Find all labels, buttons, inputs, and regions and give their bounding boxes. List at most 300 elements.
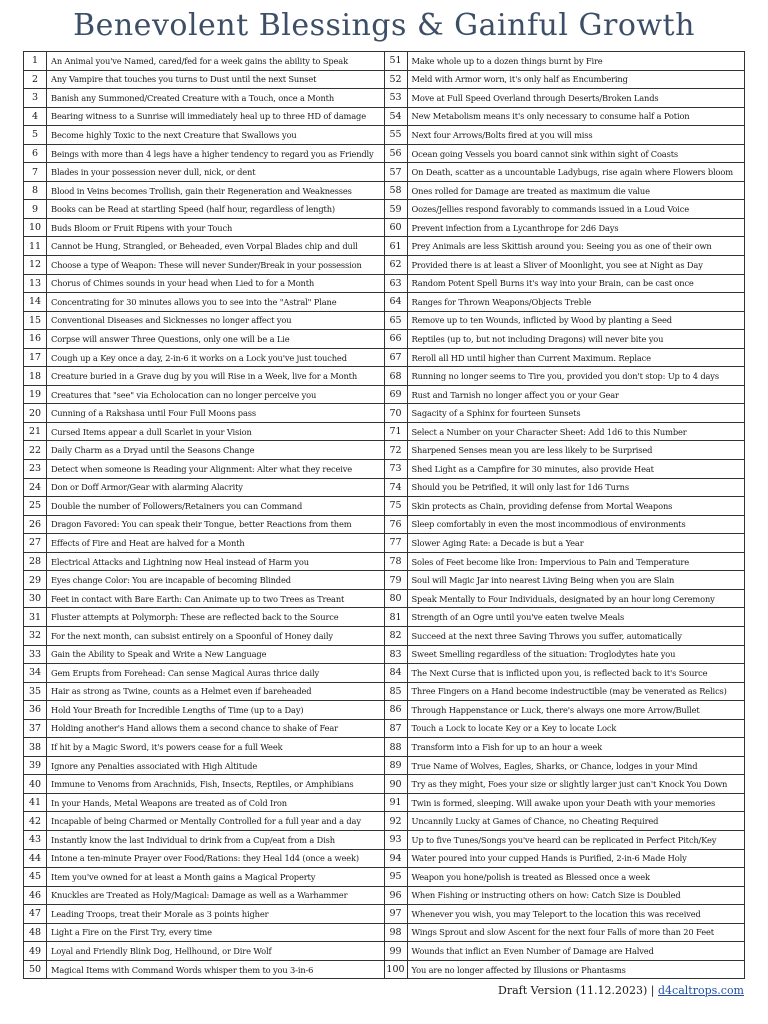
row-text: Intone a ten-minute Prayer over Food/Rations: they Heal 1d4 (once a week) xyxy=(51,853,359,864)
row-text: Reroll all HD until higher than Current Maximum. Replace xyxy=(411,352,651,363)
row-text: Don or Doff Armor/Gear with alarming Alacrity xyxy=(51,482,243,493)
page-title: Benevolent Blessings & Gainful Growth xyxy=(73,8,695,43)
table-row xyxy=(385,664,745,683)
row-number: 63 xyxy=(385,275,408,293)
row-text: Rust and Tarnish no longer affect you or your Gear xyxy=(411,389,619,400)
table-row xyxy=(385,200,745,219)
row-number: 37 xyxy=(24,720,47,738)
row-text: Wounds that inflict an Even Number of Damage are Halved xyxy=(411,946,654,957)
row-number: 87 xyxy=(385,720,408,738)
row-text: Twin is formed, sleeping. Will awake upon your Death with your memories xyxy=(411,797,716,808)
table-row xyxy=(24,479,384,498)
row-text: Effects of Fire and Heat are halved for a Month xyxy=(51,537,245,548)
row-text: Three Fingers on a Hand become indestructible (may be venerated as Relics) xyxy=(411,686,727,697)
table-row xyxy=(385,608,745,627)
table-row xyxy=(385,126,745,145)
table-row xyxy=(24,386,384,405)
row-text: Sweet Smelling regardless of the situation: Troglodytes hate you xyxy=(411,649,676,660)
row-number: 11 xyxy=(24,237,47,255)
row-text: Cunning of a Rakshasa until Four Full Moons pass xyxy=(51,408,256,419)
row-number: 55 xyxy=(385,126,408,144)
row-number: 19 xyxy=(24,386,47,404)
row-number: 16 xyxy=(24,330,47,348)
row-number: 26 xyxy=(24,516,47,534)
table-row xyxy=(24,887,384,906)
row-number: 29 xyxy=(24,571,47,589)
table-row xyxy=(385,404,745,423)
row-text: Knuckles are Treated as Holy/Magical: Damage as well as a Warhammer xyxy=(51,890,348,901)
row-number: 20 xyxy=(24,404,47,422)
row-text: Soles of Feet become like Iron: Impervious to Pain and Temperature xyxy=(411,556,689,567)
table-row xyxy=(385,89,745,108)
table-row xyxy=(385,942,745,961)
table-row xyxy=(24,942,384,961)
blessings-table xyxy=(23,51,745,979)
row-number: 64 xyxy=(385,293,408,311)
row-number: 61 xyxy=(385,237,408,255)
row-text: Sleep comfortably in even the most incommodious of environments xyxy=(411,519,686,530)
table-row xyxy=(24,349,384,368)
table-row xyxy=(385,553,745,572)
row-text: Touch a Lock to locate Key or a Key to locate Lock xyxy=(411,723,617,734)
table-row xyxy=(24,256,384,275)
row-text: Hold Your Breath for Incredible Lengths of Time (up to a Day) xyxy=(51,704,304,715)
row-text: Cannot be Hung, Strangled, or Beheaded, even Vorpal Blades chip and dull xyxy=(51,241,358,252)
row-text: Soul will Magic Jar into nearest Living Being when you are Slain xyxy=(411,575,675,586)
row-number: 100 xyxy=(385,961,408,979)
row-text: Provided there is at least a Sliver of Moonlight, you see at Night as Day xyxy=(411,259,703,270)
row-text: Loyal and Friendly Blink Dog, Hellhound, or Dire Wolf xyxy=(51,946,272,957)
row-number: 94 xyxy=(385,850,408,868)
table-row xyxy=(385,924,745,943)
row-number: 15 xyxy=(24,312,47,330)
row-text: Skin protects as Chain, providing defense from Mortal Weapons xyxy=(411,500,673,511)
table-row xyxy=(24,961,384,979)
table-row xyxy=(385,850,745,869)
row-number: 7 xyxy=(24,163,47,181)
row-number: 38 xyxy=(24,738,47,756)
table-row xyxy=(24,683,384,702)
table-row xyxy=(24,812,384,831)
row-number: 73 xyxy=(385,460,408,478)
row-text: Cough up a Key once a day, 2-in-6 it works on a Lock you've just touched xyxy=(51,352,347,363)
row-number: 79 xyxy=(385,571,408,589)
table-row xyxy=(385,571,745,590)
row-text: Dragon Favored: You can speak their Tongue, better Reactions from them xyxy=(51,519,352,530)
table-row xyxy=(385,182,745,201)
right-column xyxy=(385,52,745,978)
row-number: 74 xyxy=(385,479,408,497)
row-number: 41 xyxy=(24,794,47,812)
row-text: Succeed at the next three Saving Throws you suffer, automatically xyxy=(411,630,682,641)
row-text: Whenever you wish, you may Teleport to the location this was received xyxy=(411,908,701,919)
row-number: 65 xyxy=(385,312,408,330)
row-number: 23 xyxy=(24,460,47,478)
table-row xyxy=(385,367,745,386)
table-row xyxy=(385,794,745,813)
row-number: 39 xyxy=(24,757,47,775)
table-row xyxy=(24,275,384,294)
row-text: New Metabolism means it's only necessary to consume half a Potion xyxy=(411,111,690,122)
row-number: 54 xyxy=(385,108,408,126)
table-row xyxy=(385,145,745,164)
row-number: 27 xyxy=(24,534,47,552)
table-row xyxy=(24,905,384,924)
table-row xyxy=(385,738,745,757)
row-text: Gain the Ability to Speak and Write a New Language xyxy=(51,649,267,660)
row-number: 6 xyxy=(24,145,47,163)
table-row xyxy=(385,349,745,368)
row-text: Double the number of Followers/Retainers you can Command xyxy=(51,500,303,511)
row-text: On Death, scatter as a uncountable Ladybugs, rise again where Flowers bloom xyxy=(411,167,733,178)
table-row xyxy=(24,182,384,201)
row-text: Should you be Petrified, it will only last for 1d6 Turns xyxy=(411,482,629,493)
row-number: 77 xyxy=(385,534,408,552)
table-row xyxy=(24,312,384,331)
row-number: 25 xyxy=(24,497,47,515)
row-text: Banish any Summoned/Created Creature with a Touch, once a Month xyxy=(51,92,335,103)
row-number: 91 xyxy=(385,794,408,812)
table-row xyxy=(24,590,384,609)
row-number: 80 xyxy=(385,590,408,608)
table-row xyxy=(24,126,384,145)
footer-separator: | xyxy=(647,984,659,997)
row-text: Conventional Diseases and Sicknesses no longer affect you xyxy=(51,315,292,326)
table-row xyxy=(24,868,384,887)
table-row xyxy=(24,775,384,794)
table-row xyxy=(24,627,384,646)
footer xyxy=(498,984,744,1002)
row-number: 75 xyxy=(385,497,408,515)
table-row xyxy=(385,812,745,831)
row-number: 82 xyxy=(385,627,408,645)
table-row xyxy=(24,646,384,665)
row-number: 36 xyxy=(24,701,47,719)
row-number: 33 xyxy=(24,646,47,664)
row-number: 1 xyxy=(24,52,47,70)
row-text: Gem Erupts from Forehead: Can sense Magical Auras thrice daily xyxy=(51,667,320,678)
row-text: For the next month, can subsist entirely on a Spoonful of Honey daily xyxy=(51,630,333,641)
row-text: Become highly Toxic to the next Creature that Swallows you xyxy=(51,129,297,140)
table-row xyxy=(24,608,384,627)
row-number: 49 xyxy=(24,942,47,960)
table-row xyxy=(385,905,745,924)
table-row xyxy=(24,553,384,572)
row-text: Creatures that "see" via Echolocation can no longer perceive you xyxy=(51,389,317,400)
row-number: 42 xyxy=(24,812,47,830)
row-text: Daily Charm as a Dryad until the Seasons Change xyxy=(51,445,255,456)
row-number: 83 xyxy=(385,646,408,664)
table-row xyxy=(24,423,384,442)
row-number: 89 xyxy=(385,757,408,775)
row-text: The Next Curse that is inflicted upon you, is reflected back to it's Source xyxy=(411,667,708,678)
draft-version: Draft Version (11.12.2023) xyxy=(498,984,648,997)
row-text: Wings Sprout and slow Ascent for the next four Falls of more than 20 Feet xyxy=(411,927,714,938)
table-row xyxy=(24,460,384,479)
table-row xyxy=(24,89,384,108)
row-number: 13 xyxy=(24,275,47,293)
table-row xyxy=(385,275,745,294)
row-number: 5 xyxy=(24,126,47,144)
row-number: 31 xyxy=(24,608,47,626)
table-row xyxy=(24,163,384,182)
table-row xyxy=(24,330,384,349)
table-row xyxy=(24,497,384,516)
row-text: Sharpened Senses mean you are less likely to be Surprised xyxy=(411,445,653,456)
row-text: Blades in your possession never dull, nick, or dent xyxy=(51,167,256,178)
table-row xyxy=(385,71,745,90)
table-row xyxy=(385,312,745,331)
row-number: 45 xyxy=(24,868,47,886)
table-row xyxy=(385,868,745,887)
row-number: 12 xyxy=(24,256,47,274)
row-text: Sagacity of a Sphinx for fourteen Sunsets xyxy=(411,408,581,419)
row-text: Fluster attempts at Polymorph: These are reflected back to the Source xyxy=(51,612,339,623)
row-text: Light a Fire on the First Try, every time xyxy=(51,927,212,938)
row-text: Electrical Attacks and Lightning now Heal instead of Harm you xyxy=(51,556,309,567)
row-text: Prevent infection from a Lycanthrope for 2d6 Days xyxy=(411,222,619,233)
table-row xyxy=(24,571,384,590)
row-text: Select a Number on your Character Sheet: Add 1d6 to this Number xyxy=(411,426,687,437)
table-row xyxy=(385,256,745,275)
table-row xyxy=(385,460,745,479)
row-number: 22 xyxy=(24,441,47,459)
row-number: 28 xyxy=(24,553,47,571)
row-text: Ranges for Thrown Weapons/Objects Treble xyxy=(411,296,592,307)
table-row xyxy=(24,108,384,127)
table-row xyxy=(24,534,384,553)
table-row xyxy=(24,794,384,813)
row-text: Move at Full Speed Overland through Deserts/Broken Lands xyxy=(411,92,659,103)
row-text: Prey Animals are less Skittish around you: Seeing you as one of their own xyxy=(411,241,712,252)
table-row xyxy=(24,71,384,90)
row-text: Ones rolled for Damage are treated as maximum die value xyxy=(411,185,650,196)
row-number: 84 xyxy=(385,664,408,682)
table-row xyxy=(24,664,384,683)
row-number: 9 xyxy=(24,200,47,218)
row-text: Next four Arrows/Bolts fired at you will miss xyxy=(411,129,593,140)
row-text: Chorus of Chimes sounds in your head when Lied to for a Month xyxy=(51,278,315,289)
row-number: 17 xyxy=(24,349,47,367)
table-row xyxy=(385,479,745,498)
table-row xyxy=(24,850,384,869)
row-text: Choose a type of Weapon: These will never Sunder/Break in your possession xyxy=(51,259,362,270)
row-number: 21 xyxy=(24,423,47,441)
table-row xyxy=(24,293,384,312)
row-text: Make whole up to a dozen things burnt by Fire xyxy=(411,55,603,66)
website-link[interactable]: d4caltrops.com xyxy=(658,984,744,997)
row-text: Immune to Venoms from Arachnids, Fish, Insects, Reptiles, or Amphibians xyxy=(51,779,354,790)
row-text: Meld with Armor worn, it's only half as Encumbering xyxy=(411,74,628,85)
row-number: 48 xyxy=(24,924,47,942)
table-row xyxy=(385,757,745,776)
row-text: Running no longer seems to Tire you, provided you don't stop: Up to 4 days xyxy=(411,371,719,382)
table-row xyxy=(385,887,745,906)
row-text: Uncannily Lucky at Games of Chance, no Cheating Required xyxy=(411,816,659,827)
row-text: Shed Light as a Campfire for 30 minutes, also provide Heat xyxy=(411,463,654,474)
row-number: 35 xyxy=(24,683,47,701)
table-row xyxy=(385,701,745,720)
row-number: 70 xyxy=(385,404,408,422)
table-row xyxy=(385,590,745,609)
row-number: 99 xyxy=(385,942,408,960)
row-number: 58 xyxy=(385,182,408,200)
row-number: 32 xyxy=(24,627,47,645)
row-number: 51 xyxy=(385,52,408,70)
row-number: 30 xyxy=(24,590,47,608)
row-text: Try as they might, Foes your size or slightly larger just can't Knock You Down xyxy=(411,779,728,790)
table-row xyxy=(24,720,384,739)
row-number: 59 xyxy=(385,200,408,218)
table-row xyxy=(385,516,745,535)
row-text: When Fishing or instructing others on how: Catch Size is Doubled xyxy=(411,890,681,901)
row-text: Buds Bloom or Fruit Ripens with your Touch xyxy=(51,222,233,233)
table-row xyxy=(24,404,384,423)
row-number: 18 xyxy=(24,367,47,385)
row-text: Leading Troops, treat their Morale as 3 points higher xyxy=(51,908,269,919)
row-text: Speak Mentally to Four Individuals, designated by an hour long Ceremony xyxy=(411,593,715,604)
row-number: 8 xyxy=(24,182,47,200)
table-row xyxy=(385,961,745,979)
row-text: An Animal you've Named, cared/fed for a week gains the ability to Speak xyxy=(51,55,348,66)
row-text: Water poured into your cupped Hands is Purified, 2-in-6 Made Holy xyxy=(411,853,687,864)
table-row xyxy=(385,386,745,405)
table-row xyxy=(385,163,745,182)
row-text: Incapable of being Charmed or Mentally Controlled for a full year and a day xyxy=(51,816,361,827)
table-row xyxy=(385,423,745,442)
row-text: Ocean going Vessels you board cannot sink within sight of Coasts xyxy=(411,148,678,159)
row-number: 67 xyxy=(385,349,408,367)
table-row xyxy=(385,497,745,516)
table-row xyxy=(385,683,745,702)
row-text: Corpse will answer Three Questions, only one will be a Lie xyxy=(51,333,290,344)
row-text: Concentrating for 30 minutes allows you to see into the "Astral" Plane xyxy=(51,296,337,307)
row-text: Any Vampire that touches you turns to Dust until the next Sunset xyxy=(51,74,317,85)
table-row xyxy=(24,757,384,776)
row-number: 43 xyxy=(24,831,47,849)
row-text: Holding another's Hand allows them a second chance to shake of Fear xyxy=(51,723,338,734)
table-row xyxy=(24,219,384,238)
row-number: 57 xyxy=(385,163,408,181)
table-row xyxy=(385,646,745,665)
table-row xyxy=(385,330,745,349)
row-text: Blood in Veins becomes Trollish, gain their Regeneration and Weaknesses xyxy=(51,185,352,196)
row-number: 4 xyxy=(24,108,47,126)
row-number: 86 xyxy=(385,701,408,719)
table-row xyxy=(24,145,384,164)
table-row xyxy=(24,200,384,219)
row-number: 52 xyxy=(385,71,408,89)
table-row xyxy=(24,924,384,943)
table-row xyxy=(385,293,745,312)
row-text: Random Potent Spell Burns it's way into your Brain, can be cast once xyxy=(411,278,694,289)
row-number: 68 xyxy=(385,367,408,385)
row-text: Item you've owned for at least a Month gains a Magical Property xyxy=(51,871,316,882)
row-text: Weapon you hone/polish is treated as Blessed once a week xyxy=(411,871,650,882)
row-text: Bearing witness to a Sunrise will immediately heal up to three HD of damage xyxy=(51,111,366,122)
row-text: Eyes change Color: You are incapable of becoming Blinded xyxy=(51,575,291,586)
table-row xyxy=(385,775,745,794)
row-text: Books can be Read at startling Speed (half hour, regardless of length) xyxy=(51,204,335,215)
row-number: 24 xyxy=(24,479,47,497)
row-number: 98 xyxy=(385,924,408,942)
table-row xyxy=(385,534,745,553)
row-text: Beings with more than 4 legs have a higher tendency to regard you as Friendly xyxy=(51,148,374,159)
row-text: Detect when someone is Reading your Alignment: Alter what they receive xyxy=(51,463,353,474)
row-number: 46 xyxy=(24,887,47,905)
row-number: 95 xyxy=(385,868,408,886)
row-number: 44 xyxy=(24,850,47,868)
row-text: In your Hands, Metal Weapons are treated as of Cold Iron xyxy=(51,797,287,808)
row-text: Reptiles (up to, but not including Dragons) will never bite you xyxy=(411,333,664,344)
table-row xyxy=(385,720,745,739)
row-number: 96 xyxy=(385,887,408,905)
table-row xyxy=(24,367,384,386)
table-row xyxy=(385,441,745,460)
row-number: 2 xyxy=(24,71,47,89)
row-text: If hit by a Magic Sword, it's powers cease for a full Week xyxy=(51,742,283,752)
row-number: 14 xyxy=(24,293,47,311)
row-number: 72 xyxy=(385,441,408,459)
table-row xyxy=(385,237,745,256)
row-number: 93 xyxy=(385,831,408,849)
row-number: 47 xyxy=(24,905,47,923)
row-text: Creature buried in a Grave dug by you will Rise in a Week, live for a Month xyxy=(51,371,358,382)
row-number: 53 xyxy=(385,89,408,107)
row-number: 88 xyxy=(385,738,408,756)
row-number: 62 xyxy=(385,256,408,274)
row-text: Through Happenstance or Luck, there's always one more Arrow/Bullet xyxy=(411,704,700,715)
left-column xyxy=(24,52,385,978)
row-number: 78 xyxy=(385,553,408,571)
row-number: 81 xyxy=(385,608,408,626)
table-row xyxy=(24,831,384,850)
row-number: 76 xyxy=(385,516,408,534)
table-row xyxy=(24,441,384,460)
row-text: Ignore any Penalties associated with High Altitude xyxy=(51,760,258,771)
row-text: True Name of Wolves, Eagles, Sharks, or Chance, lodges in your Mind xyxy=(411,760,698,771)
table-row xyxy=(24,52,384,71)
row-number: 60 xyxy=(385,219,408,237)
row-text: Magical Items with Command Words whisper them to you 3-in-6 xyxy=(51,964,314,975)
row-text: Slower Aging Rate: a Decade is but a Year xyxy=(411,537,584,548)
table-row xyxy=(385,831,745,850)
row-text: Hair as strong as Twine, counts as a Helmet even if bareheaded xyxy=(51,686,312,697)
row-text: Remove up to ten Wounds, inflicted by Wood by planting a Seed xyxy=(411,315,672,326)
row-number: 92 xyxy=(385,812,408,830)
table-row xyxy=(385,627,745,646)
table-row xyxy=(24,738,384,757)
row-number: 97 xyxy=(385,905,408,923)
row-number: 56 xyxy=(385,145,408,163)
row-number: 34 xyxy=(24,664,47,682)
row-number: 71 xyxy=(385,423,408,441)
table-row xyxy=(24,237,384,256)
row-number: 69 xyxy=(385,386,408,404)
row-text: Transform into a Fish for up to an hour a week xyxy=(411,742,603,752)
row-text: Up to five Tunes/Songs you've heard can be replicated in Perfect Pitch/Key xyxy=(411,834,717,845)
row-text: Cursed Items appear a dull Scarlet in your Vision xyxy=(51,426,252,437)
table-row xyxy=(24,701,384,720)
row-text: You are no longer affected by Illusions or Phantasms xyxy=(411,964,626,975)
row-number: 66 xyxy=(385,330,408,348)
table-row xyxy=(385,219,745,238)
row-number: 10 xyxy=(24,219,47,237)
table-row xyxy=(385,108,745,127)
row-text: Strength of an Ogre until you've eaten twelve Meals xyxy=(411,612,625,623)
row-number: 85 xyxy=(385,683,408,701)
row-text: Instantly know the last Individual to drink from a Cup/eat from a Dish xyxy=(51,834,335,845)
